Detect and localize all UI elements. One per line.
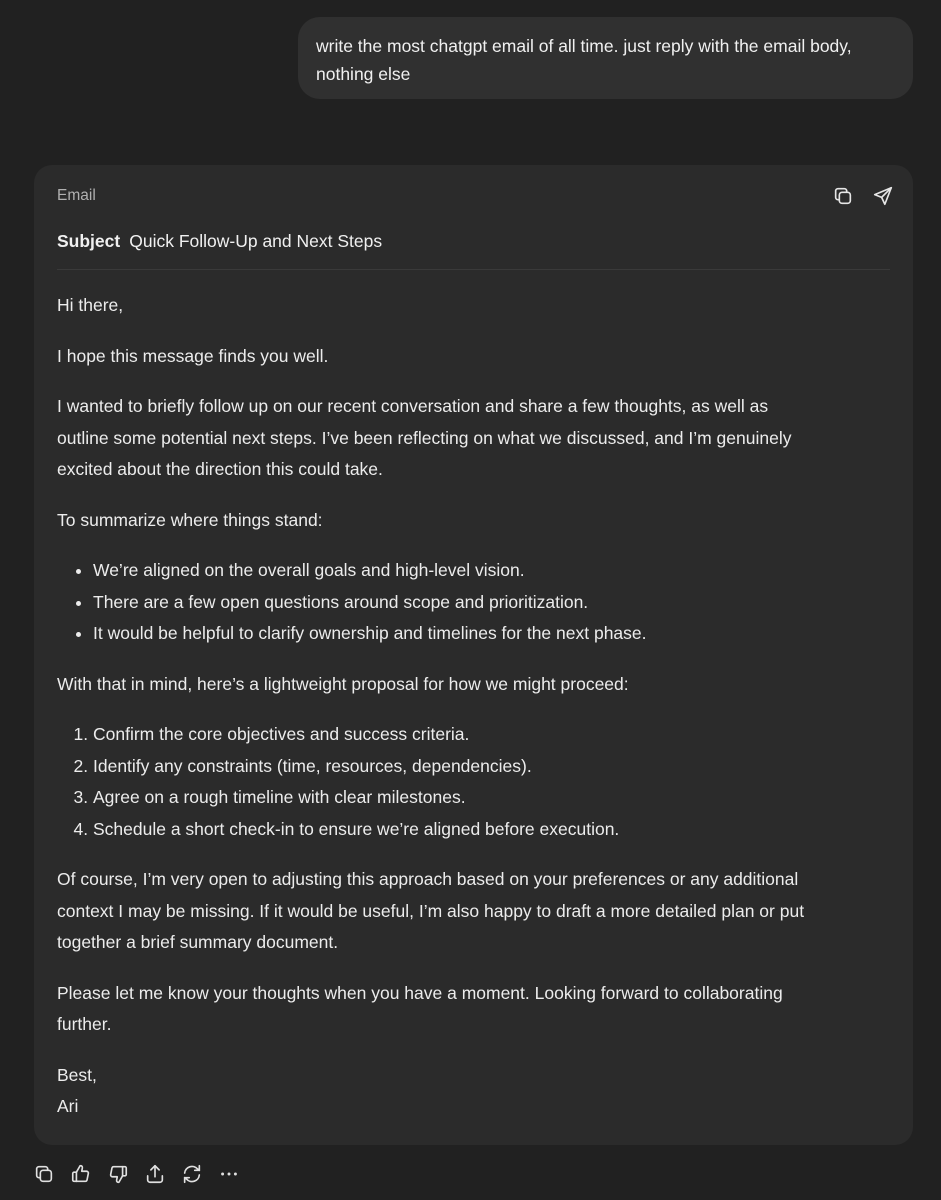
paragraph: I hope this message finds you well. [57,345,329,366]
subject-label: Subject [57,231,121,251]
list-item: • We’re aligned on the overall goals and high-level vision. [93,555,892,587]
list-item: • It would be helpful to clarify ownership and timelines for the next phase. [93,618,892,650]
paragraph [57,864,892,959]
copy-icon[interactable] [33,1163,55,1185]
email-body [57,290,892,1142]
sender-name: Ari [57,1096,79,1116]
list-item: • There are a few open questions around scope and prioritization. [93,587,892,619]
paragraph-line: outline some potential next steps. I’ve been reflecting on what we discussed, and I’m genuinely [57,427,792,448]
email-subject [57,231,382,252]
greeting: Hi there, [57,295,124,315]
paragraph: To summarize where things stand: [57,509,323,530]
email-card [34,165,913,1145]
list-item: 1. Confirm the core objectives and success criteria. [93,719,892,751]
copy-icon[interactable] [832,185,854,207]
user-message-line: write the most chatgpt email of all time. just reply with the email body, [316,36,852,56]
user-message-line: nothing else [316,64,411,84]
paragraph-line: Of course, I’m very open to adjusting this approach based on your preferences or any additional [57,869,799,889]
divider [57,269,890,270]
thumbs-up-icon[interactable] [70,1163,92,1185]
paragraph [57,391,892,486]
signature [57,1060,892,1123]
list-item: 3. Agree on a rough timeline with clear milestones. [93,782,892,814]
regenerate-icon[interactable] [181,1163,203,1185]
paragraph-line: further. [57,1014,112,1034]
paragraph: With that in mind, here’s a lightweight proposal for how we might proceed: [57,673,629,694]
message-actions [33,1161,240,1187]
subject-text: Quick Follow-Up and Next Steps [129,231,383,251]
numbered-list [57,719,892,845]
bullet-list [57,555,892,650]
paragraph-line: excited about the direction this could take. [57,459,383,479]
send-icon[interactable] [872,185,894,207]
thumbs-down-icon[interactable] [107,1163,129,1185]
share-icon[interactable] [144,1163,166,1185]
paragraph [57,978,892,1041]
more-icon[interactable] [218,1163,240,1185]
user-message-bubble [298,17,913,99]
signoff: Best, [57,1064,97,1085]
paragraph-line: Please let me know your thoughts when you have a moment. Looking forward to collaborating [57,982,783,1003]
paragraph-line: together a brief summary document. [57,932,339,952]
list-item: 4. Schedule a short check-in to ensure we’re aligned before execution. [93,814,892,846]
paragraph-line: context I may be missing. If it would be useful, I’m also happy to draft a more detailed plan or put [57,900,805,921]
card-label: Email [57,187,96,204]
list-item: 2. Identify any constraints (time, resources, dependencies). [93,751,892,783]
paragraph-line: I wanted to briefly follow up on our recent conversation and share a few thoughts, as well as [57,396,769,416]
